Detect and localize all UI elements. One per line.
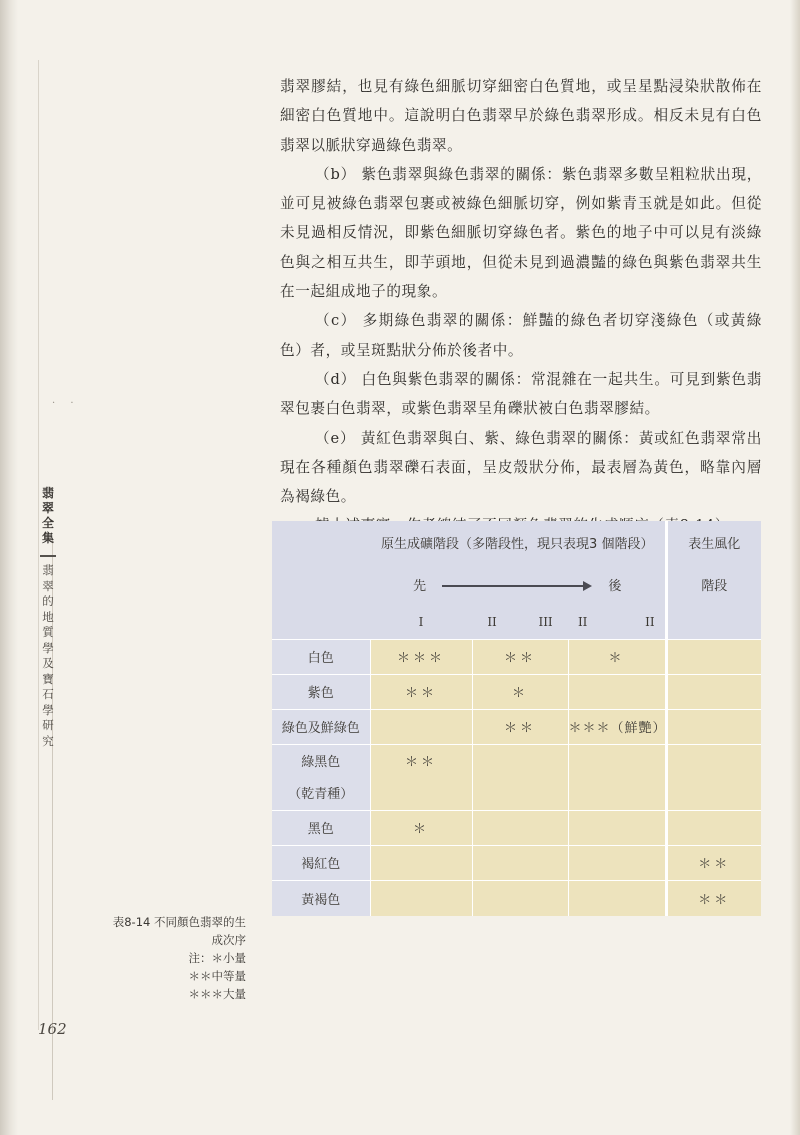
amount-cell — [568, 845, 666, 880]
page-number: 162 — [38, 1020, 67, 1038]
book-title-vertical: 翡翠全集 — [41, 486, 54, 545]
table-row — [272, 810, 761, 845]
caption-title-line-2: 成次序 — [211, 933, 246, 947]
row-color-label: 黃褐色 — [272, 880, 370, 916]
row-color-label: 紫色 — [272, 674, 370, 709]
amount-cell — [568, 880, 666, 916]
sequence-arrow-row — [370, 563, 666, 605]
stage-label-empty — [666, 605, 761, 639]
stage-label-group — [472, 605, 568, 639]
margin-rule — [38, 60, 39, 1030]
caption-note-medium: ＊＊中等量 — [188, 969, 246, 983]
caption-title-line-1: 表8-14 不同顏色翡翠的生 — [112, 915, 246, 929]
header-surface-stage-1: 表生風化 — [666, 521, 761, 563]
amount-cell — [472, 845, 568, 880]
amount-cell — [472, 744, 568, 776]
amount-cell — [666, 776, 761, 810]
decorative-dots: · · — [52, 398, 80, 409]
table-row — [272, 674, 761, 709]
table-row — [272, 639, 761, 674]
table-row — [272, 776, 761, 810]
stage-label: II — [487, 614, 497, 629]
amount-cell: ＊ — [568, 639, 666, 674]
header-primary-stage: 原生成礦階段（多階段性，現只表現3 個階段） — [370, 521, 666, 563]
header-surface-stage-2: 階段 — [666, 563, 761, 605]
amount-cell — [666, 810, 761, 845]
early-label: 先 — [413, 578, 427, 594]
amount-cell: ＊ — [472, 674, 568, 709]
amount-cell — [370, 880, 472, 916]
amount-cell — [472, 776, 568, 810]
sidebar-divider — [40, 555, 56, 557]
amount-cell — [370, 776, 472, 810]
header-corner — [272, 521, 370, 639]
caption-note-small: 注：＊小量 — [188, 951, 246, 965]
page-right-edge — [790, 0, 800, 1135]
table-caption — [96, 913, 246, 1003]
amount-cell — [472, 810, 568, 845]
book-subtitle-vertical: 翡翠的地質學及寶石學研究 — [42, 563, 54, 748]
paragraph-1: 翡翠膠結，也見有綠色細脈切穿細密白色質地，或呈星點浸染狀散佈在細密白色質地中。這說明白色翡翠早於綠色翡翠形成。相反未見有白色翡翠以脈狀穿過綠色翡翠。 — [280, 78, 762, 154]
amount-cell — [370, 709, 472, 744]
row-color-label: 綠色及鮮綠色 — [272, 709, 370, 744]
amount-cell: ＊ — [370, 810, 472, 845]
table-row — [272, 880, 761, 916]
amount-cell: ＊＊ — [472, 709, 568, 744]
amount-cell: ＊＊ — [370, 744, 472, 776]
amount-cell — [568, 674, 666, 709]
amount-cell: ＊＊＊（鮮艷） — [568, 709, 666, 744]
late-label: 後 — [608, 578, 622, 594]
amount-cell: ＊＊＊ — [370, 639, 472, 674]
arrow-right-icon — [442, 581, 592, 591]
amount-cell: ＊＊ — [472, 639, 568, 674]
row-color-label: 白色 — [272, 639, 370, 674]
amount-cell — [666, 639, 761, 674]
paragraph-3: （c） 多期綠色翡翠的關係：鮮豔的綠色者切穿淺綠色（或黃綠色）者，或呈斑點狀分佈於後者中。 — [280, 312, 762, 359]
body-text — [280, 72, 762, 541]
table-row — [272, 709, 761, 744]
amount-cell — [370, 845, 472, 880]
amount-cell — [568, 776, 666, 810]
row-color-label: 綠黑色 — [272, 744, 370, 776]
page-edge-shadow — [0, 0, 18, 1135]
amount-cell — [568, 744, 666, 776]
paragraph-4: （d） 白色與紫色翡翠的關係：常混雜在一起共生。可見到紫色翡翠包裹白色翡翠，或紫色翡翠呈角礫狀被白色翡翠膠結。 — [280, 370, 762, 418]
caption-note-large: ＊＊＊大量 — [188, 987, 246, 1001]
formation-sequence-table — [272, 521, 761, 906]
stage-label: II — [645, 614, 655, 629]
amount-cell — [472, 880, 568, 916]
row-color-label: 黑色 — [272, 810, 370, 845]
amount-cell: ＊＊ — [370, 674, 472, 709]
paragraph-2: （b） 紫色翡翠與綠色翡翠的關係：紫色翡翠多數呈粗粒狀出現，並可見被綠色翡翠包裹或被綠色細脈切穿，例如紫青玉就是如此。但從未見過相反情況，即紫色細脈切穿綠色者。紫色的地子中可以見有淡綠色與之相互共生，即芋頭地，但從未見到過濃豔的綠色與紫色翡翠共生在一起組成地子的現象。 — [280, 165, 762, 301]
amount-cell: ＊＊ — [666, 845, 761, 880]
stage-label-group — [568, 605, 666, 639]
amount-cell — [568, 810, 666, 845]
amount-cell — [666, 744, 761, 776]
stage-label: II — [577, 614, 588, 629]
table-row — [272, 845, 761, 880]
amount-cell — [666, 674, 761, 709]
amount-cell: ＊＊ — [666, 880, 761, 916]
table-row — [272, 744, 761, 776]
paragraph-5: （e） 黃紅色翡翠與白、紫、綠色翡翠的關係：黃或紅色翡翠常出現在各種顏色翡翠礫石表面，呈皮殼狀分佈，最表層為黃色，略靠內層為褐綠色。 — [280, 429, 762, 506]
stage-label: I — [370, 605, 472, 639]
amount-cell — [666, 709, 761, 744]
row-color-label: （乾青種） — [272, 776, 370, 810]
row-color-label: 褐紅色 — [272, 845, 370, 880]
stage-label: III — [538, 614, 553, 629]
